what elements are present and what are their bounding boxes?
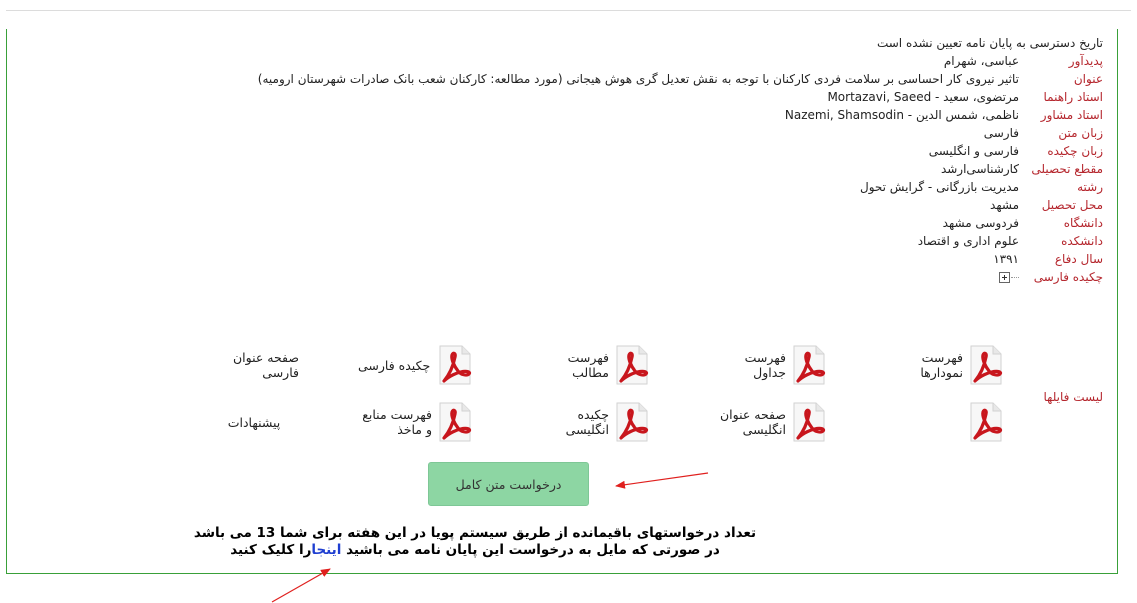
info-row [258, 160, 1103, 178]
pdf-icon [967, 402, 1005, 442]
pdf-icon [790, 402, 828, 442]
info-row [258, 214, 1103, 232]
info-label: زبان متن [1058, 126, 1103, 140]
info-value: مدیریت بازرگانی - گرایش تحول [859, 180, 1019, 194]
file-label: چکیده فارسی [358, 357, 431, 373]
tree-line [1011, 277, 1019, 278]
pdf-icon [436, 402, 474, 442]
info-value: مشهد [990, 198, 1019, 212]
info-label: پدیدآور [1068, 54, 1103, 68]
info-row [258, 52, 1103, 70]
file-link[interactable] [865, 345, 1005, 385]
pdf-icon-graphic [613, 345, 651, 385]
file-label [1064, 345, 1137, 385]
info-row [258, 232, 1103, 250]
pdf-icon-graphic [967, 345, 1005, 385]
info-value: ۱۳۹۱ [993, 252, 1019, 266]
request-instruction: در صورتی که مایل به درخواست این پایان نامه می باشید اینجارا کلیک کنید [230, 542, 720, 558]
info-value: علوم اداری و اقتصاد [917, 234, 1019, 248]
file-label: فهرست نمودارها [920, 350, 963, 380]
info-value: ناظمی، شمس الدین - Nazemi, Shamsodin [784, 108, 1019, 122]
info-label: استاد مشاور [1040, 108, 1103, 122]
info-row [258, 70, 1103, 88]
metadata [258, 35, 1103, 286]
info-row [258, 124, 1103, 142]
pdf-icon-graphic [613, 402, 651, 442]
pdf-icon-graphic [436, 345, 474, 385]
file-label: صفحه عنوان فارسی [232, 350, 299, 380]
file-entry [209, 402, 299, 442]
info-label: سال دفاع [1054, 252, 1103, 266]
file-label: فهرست مطالب [567, 350, 609, 380]
files-list-label: لیست فایلها [1043, 390, 1103, 404]
info-row [258, 142, 1103, 160]
file-link[interactable] [334, 402, 474, 442]
info-label: رشته [1077, 180, 1103, 194]
info-value: تاثیر نیروی کار احساسی بر سلامت فردی کارکنان با توجه به نقش تعدیل گری هوش هیجانی (مورد مطالعه: کارکنان شعب بانک صادرات شهرستان ارومیه) [257, 72, 1019, 86]
info-label: محل تحصیل [1041, 198, 1103, 212]
thesis-info-panel [6, 29, 1118, 574]
pdf-icon-graphic [967, 402, 1005, 442]
request-notice [125, 525, 825, 559]
info-value: فردوسی مشهد [942, 216, 1019, 230]
file-link[interactable] [688, 402, 828, 442]
info-row [258, 88, 1103, 106]
info-row [258, 250, 1103, 268]
file-link[interactable] [865, 402, 1005, 442]
pdf-icon-graphic [436, 402, 474, 442]
info-label: زبان چکیده [1047, 144, 1103, 158]
info-value: کارشناسی‌ارشد [940, 162, 1019, 176]
pdf-icon-graphic [790, 345, 828, 385]
info-label: دانشکده [1061, 234, 1103, 248]
request-here-link[interactable]: اینجا [311, 542, 342, 558]
file-link[interactable] [511, 402, 651, 442]
info-value: عباسی، شهرام [943, 54, 1019, 68]
info-row [258, 106, 1103, 124]
info-row [258, 178, 1103, 196]
info-value: فارسی و انگلیسی [928, 144, 1019, 158]
info-label: عنوان [1073, 72, 1103, 86]
info-label: مقطع تحصیلی [1031, 162, 1103, 176]
info-value: مرتضوی، سعید - Mortazavi, Saeed [827, 90, 1019, 104]
abstract-label: چکیده فارسی [1033, 270, 1103, 284]
info-value: فارسی [983, 126, 1019, 140]
pdf-icon [790, 345, 828, 385]
file-label: چکیده انگلیسی [565, 407, 609, 437]
pdf-icon [613, 345, 651, 385]
access-date-note: تاریخ دسترسی به پایان نامه تعیین نشده است [876, 36, 1103, 50]
info-label: استاد راهنما [1043, 90, 1103, 104]
file-label: فهرست جداول [744, 350, 786, 380]
file-label [889, 402, 963, 442]
abstract-row [258, 268, 1103, 286]
file-link[interactable] [334, 345, 474, 385]
expand-icon[interactable] [999, 272, 1010, 283]
pdf-icon [967, 345, 1005, 385]
file-label: پیشنهادات [227, 414, 281, 430]
abstract-toggle-cell [258, 268, 1019, 286]
request-full-text-button[interactable]: درخواست متن کامل [428, 462, 589, 506]
file-link[interactable] [1040, 345, 1137, 385]
file-link[interactable] [511, 345, 651, 385]
file-label: فهرست منابع و ماخذ [362, 407, 432, 437]
pdf-icon [613, 402, 651, 442]
file-label: صفحه عنوان انگلیسی [719, 407, 786, 437]
file-entry [209, 345, 299, 385]
info-row [258, 196, 1103, 214]
file-link[interactable] [688, 345, 828, 385]
top-divider [6, 10, 1131, 11]
pdf-icon [436, 345, 474, 385]
remaining-requests-text: تعداد درخواستهای باقیمانده از طریق سیستم پویا در این هفته برای شما 13 می باشد [193, 525, 757, 541]
info-label: دانشگاه [1063, 216, 1103, 230]
info-table [258, 52, 1103, 286]
pdf-icon-graphic [790, 402, 828, 442]
